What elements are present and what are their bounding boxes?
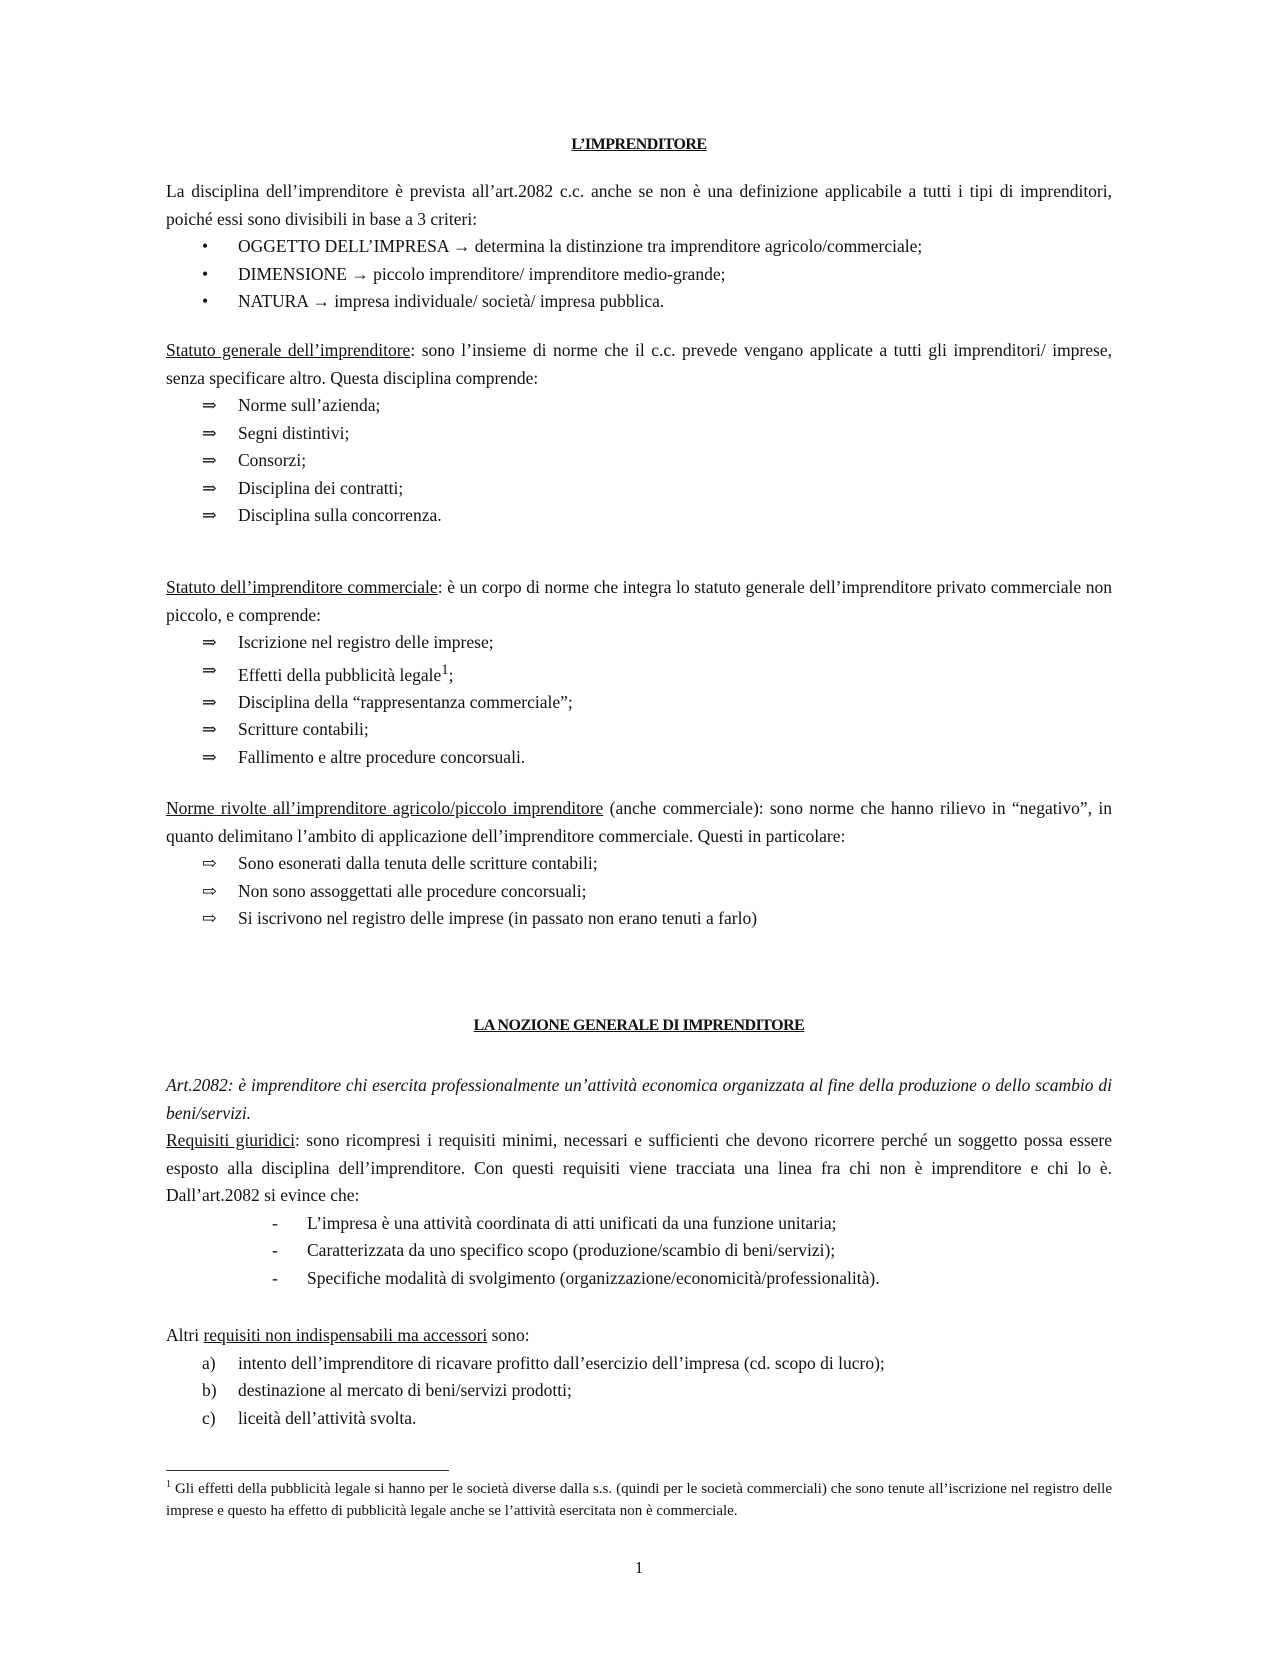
list-item: - L’impresa è una attività coordinata di atti unificati da una funzione unitaria; (166, 1210, 1112, 1238)
list-label: b) (202, 1380, 217, 1400)
double-arrow-icon: ⇒ (202, 632, 217, 652)
list-item: ⇨ Sono esonerati dalla tenuta delle scritture contabili; (166, 850, 1112, 878)
list-item: ⇒ Disciplina dei contratti; (166, 475, 1112, 503)
double-arrow-icon: ⇒ (202, 422, 217, 443)
hollow-arrow-icon: ⇨ (202, 880, 217, 901)
term: Statuto generale dell’imprenditore (166, 340, 411, 360)
double-arrow-icon: ⇒ (202, 395, 217, 415)
list-label: a) (202, 1352, 216, 1373)
list-item: ⇒ Segni distintivi; (166, 420, 1112, 448)
double-arrow-icon: ⇒ (202, 477, 217, 498)
list-item: ⇒ Norme sull’azienda; (166, 392, 1112, 420)
term: requisiti non indispensabili ma accessori (203, 1325, 488, 1345)
intro-block (166, 178, 1112, 316)
section-title: LA NOZIONE GENERALE DI IMPRENDITORE (473, 1017, 805, 1034)
list-item: • DIMENSIONE → piccolo imprenditore/ imprenditore medio-grande; (166, 261, 1112, 289)
double-arrow-icon: ⇒ (202, 691, 217, 712)
statuto-generale-list (166, 392, 1112, 530)
document-page (166, 0, 1112, 1656)
hollow-arrow-icon: ⇨ (202, 908, 217, 928)
dash-icon: - (272, 1212, 278, 1233)
list-item: • OGGETTO DELL’IMPRESA → determina la distinzione tra imprenditore agricolo/commerciale; (166, 233, 1112, 261)
statuto-generale-block (166, 337, 1112, 530)
list-item: ⇒ Effetti della pubblicità legale$^1$; (166, 657, 1112, 689)
norme-list (166, 850, 1112, 933)
art-2082-paragraph: Art.2082: è imprenditore chi esercita professionalmente un’attività economica organizzata al fine della produzione o dello scambio di beni/servizi. (166, 1075, 1112, 1123)
intro-paragraph: La disciplina dell’imprenditore è prevista all’art.2082 c.c. anche se non è una definizione applicabile a tutti i tipi di imprenditori, poiché essi sono divisibili in base a 3 criteri: (166, 181, 1112, 229)
list-item: ⇨ Non sono assoggettati alle procedure concorsuali; (166, 878, 1112, 906)
double-arrow-icon: ⇒ (202, 450, 217, 470)
double-arrow-icon: ⇒ (202, 505, 217, 525)
list-item: ⇒ Disciplina sulla concorrenza. (166, 502, 1112, 530)
list-item: • NATURA → impresa individuale/ società/ impresa pubblica. (166, 288, 1112, 316)
list-item: ⇒ Iscrizione nel registro delle imprese; (166, 629, 1112, 657)
list-item: b) destinazione al mercato di beni/servizi prodotti; (166, 1377, 1112, 1405)
list-item: ⇒ Fallimento e altre procedure concorsuali. (166, 744, 1112, 772)
list-item: - Specifiche modalità di svolgimento (organizzazione/economicità/professionalità). (166, 1265, 1112, 1293)
double-arrow-icon: ⇒ (202, 719, 217, 740)
bullet-icon: • (202, 236, 209, 256)
list-item: ⇒ Consorzi; (166, 447, 1112, 475)
list-item: ⇨ Si iscrivono nel registro delle imprese (in passato non erano tenuti a farlo) (166, 905, 1112, 933)
list-item: - Caratterizzata da uno specifico scopo (produzione/scambio di beni/servizi); (166, 1237, 1112, 1265)
dash-icon: - (272, 1240, 278, 1260)
double-arrow-icon: ⇒ (202, 659, 217, 680)
hollow-arrow-icon: ⇨ (202, 853, 217, 873)
term: Statuto dell’imprenditore commerciale (166, 577, 438, 597)
norme-block (166, 795, 1112, 933)
altri-requisiti-list (166, 1350, 1112, 1433)
footnote-ref[interactable]: 1 (441, 661, 449, 678)
list-label: c) (202, 1407, 216, 1428)
footnote-number: 1 (166, 1479, 171, 1490)
footnote-separator (166, 1470, 449, 1471)
list-item: a) intento dell’imprenditore di ricavare profitto dall’esercizio dell’impresa (cd. scopo di lucro); (166, 1350, 1112, 1378)
criteria-list (166, 233, 1112, 316)
term: Norme rivolte all’imprenditore agricolo/piccolo imprenditore (166, 798, 604, 818)
statuto-commerciale-block (166, 574, 1112, 771)
altri-requisiti-paragraph: Altri requisiti non indispensabili ma accessori sono: (166, 1325, 530, 1345)
footnote: $^1$ Gli effetti della pubblicità legale si hanno per le società diverse dalla s.s. (quindi per le società commerciali) che sono tenute all’iscrizione nel registro delle imprese e questo ha effetto di pubblicità legale anche se l’attività esercitata non è commerciale. (166, 1479, 1112, 1519)
nozione-block (166, 1072, 1112, 1292)
list-item: ⇒ Disciplina della “rappresentanza commerciale”; (166, 689, 1112, 717)
list-item: c) liceità dell’attività svolta. (166, 1405, 1112, 1433)
dash-icon: - (272, 1267, 278, 1288)
requisiti-list (166, 1210, 1112, 1293)
section-title: L’IMPRENDITORE (571, 136, 707, 153)
bullet-icon: • (202, 263, 209, 284)
double-arrow-icon: ⇒ (202, 746, 217, 767)
term: Requisiti giuridici (166, 1130, 295, 1150)
statuto-commerciale-paragraph: Statuto dell’imprenditore commerciale: è un corpo di norme che integra lo statuto generale dell’imprenditore privato commerciale non piccolo, e comprende: (166, 577, 1112, 625)
statuto-generale-paragraph: Statuto generale dell’imprenditore: sono l’insieme di norme che il c.c. prevede vengano applicate a tutti gli imprenditori/ imprese, senza specificare altro. Questa disciplina comprende: (166, 340, 1112, 388)
altri-requisiti-block (166, 1322, 1112, 1432)
bullet-icon: • (202, 291, 209, 311)
list-item: ⇒ Scritture contabili; (166, 716, 1112, 744)
page-number: 1 (634, 1558, 644, 1577)
norme-paragraph: Norme rivolte all’imprenditore agricolo/piccolo imprenditore (anche commerciale): sono norme che hanno rilievo in “negativo”, in quanto delimitano l’ambito di applicazione dell’imprenditore commerciale. Questi in particolare: (166, 798, 1112, 846)
requisiti-paragraph: Requisiti giuridici: sono ricompresi i requisiti minimi, necessari e sufficienti che devono ricorrere perché un soggetto possa essere esposto alla disciplina dell’imprenditore. Con questi requisiti viene tracciata una linea fra chi non è imprenditore e chi lo è. Dall’art.2082 si evince che: (166, 1130, 1112, 1205)
statuto-commerciale-list (166, 629, 1112, 771)
